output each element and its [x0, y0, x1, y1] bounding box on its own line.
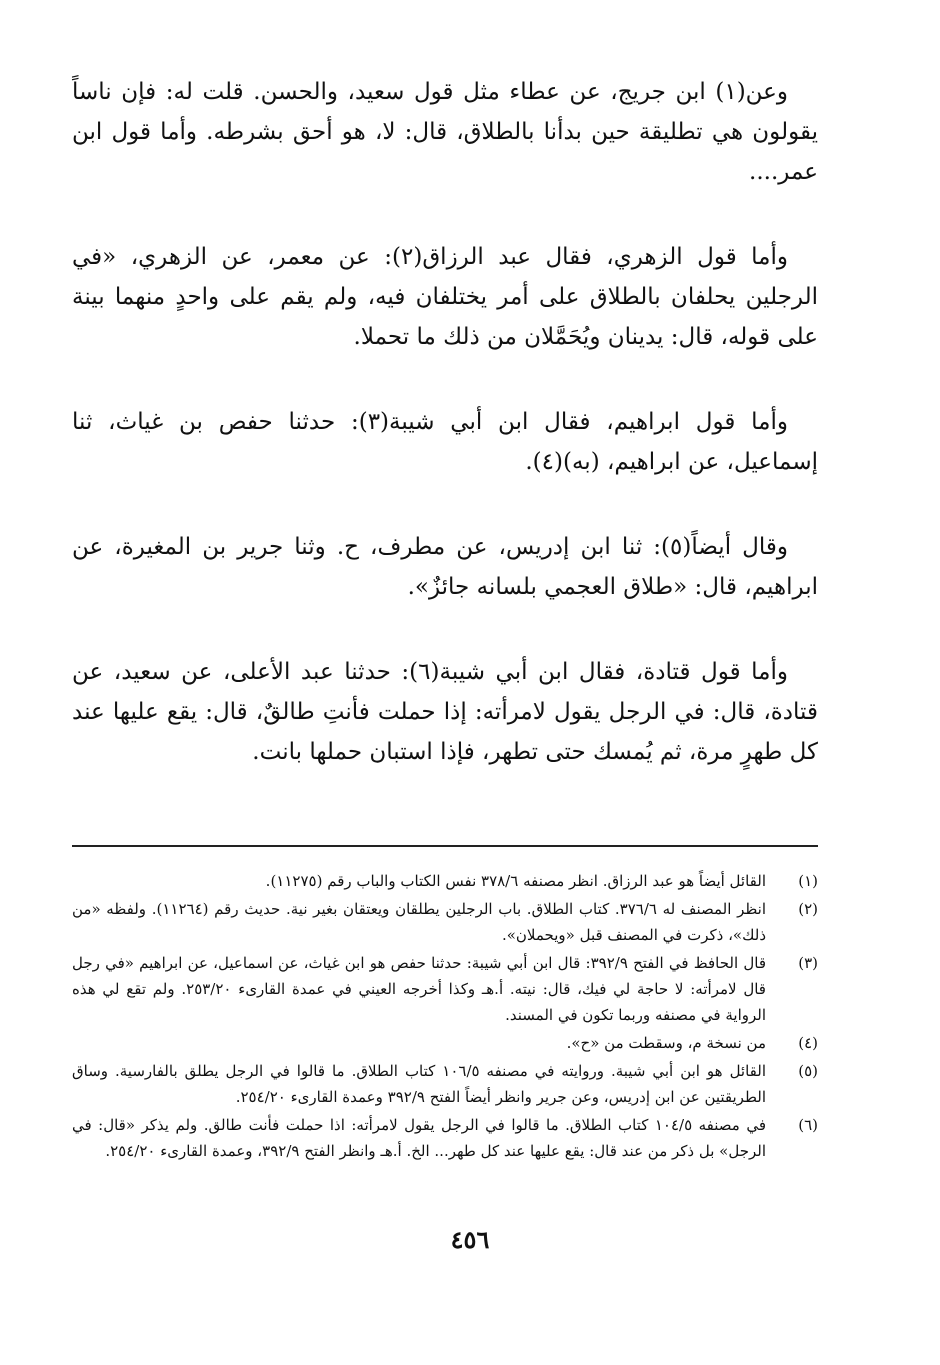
paragraph: وأما قول الزهري، فقال عبد الرزاق(٢): عن معمر، عن الزهري، «في الرجلين يحلفان بالطلاق على أمر يختلفان فيه، ولم يقم على واحدٍ منهما بينة على قوله، قال: يدينان ويُحَمَّلان من ذلك ما تحملا. [72, 244, 818, 350]
footnote-text: قال الحافظ في الفتح ٣٩٢/٩: قال ابن أبي شيبة: حدثنا حفص هو ابن غياث، عن اسماعيل، عن ابراهيم «في رجل قال لامرأته: لا حاجة لي فيك، قال: نيته. أ.هـ وكذا أخرجه العيني في عمدة القارىء ٢٥٣/٢٠. ولم تقع لي هذه الرواية في مصنفه وربما تكون في المسند. [72, 954, 766, 1024]
footnote [72, 1030, 818, 1056]
footnote-number: (٤) [798, 1034, 818, 1052]
paragraph: وأما قول قتادة، فقال ابن أبي شيبة(٦): حدثنا عبد الأعلى، عن سعيد، عن قتادة، قال: في الرجل يقول لامرأته: إذا حملت فأنتِ طالقٌ، قال: يقع عليها عند كل طهرٍ مرة، ثم يُمسك حتى تطهر، فإذا استبان حملها بانت. [72, 659, 818, 765]
footnote-number: (١) [798, 872, 818, 890]
paragraph: وأما قول ابراهيم، فقال ابن أبي شيبة(٣): حدثنا حفص بن غياث، ثنا إسماعيل، عن ابراهيم، (به)(٤). [72, 409, 818, 475]
footnote-text: القائل هو ابن أبي شيبة. وروايته في مصنفه ١٠٦/٥ كتاب الطلاق. ما قالوا في الرجل يطلق بالفارسية. وساق الطريقتين عن ابن إدريس، وعن جرير وانظر أيضاً الفتح ٣٩٢/٩ وعمدة القارىء ٢٥٤/٢٠. [72, 1062, 766, 1106]
paragraph: وقال أيضاً(٥): ثنا ابن إدريس، عن مطرف، ح. وثنا جرير بن المغيرة، عن ابراهيم، قال: «طلاق العجمي بلسانه جائزٌ». [72, 534, 818, 600]
footnote-number: (٣) [798, 954, 818, 972]
footnote-text: من نسخة م، وسقطت من «ح». [566, 1034, 766, 1052]
footnote [72, 950, 818, 1028]
main-text [72, 72, 818, 772]
footnote-text: القائل أيضاً هو عبد الرزاق. انظر مصنفه ٣٧٨/٦ نفس الكتاب والباب رقم (١١٢٧٥). [265, 872, 766, 890]
footnote-number: (٥) [798, 1062, 818, 1080]
footnote-number: (٢) [798, 900, 818, 918]
paragraph: وعن(١) ابن جريج، عن عطاء مثل قول سعيد، والحسن. قلت له: فإن ناساً يقولون هي تطليقة حين بدأنا بالطلاق، قال: لا، هو أحق بشرطه. وأما قول ابن عمر.... [72, 79, 818, 185]
page-number: ٤٥٦ [450, 1225, 490, 1254]
footnote-text: انظر المصنف له ٣٧٦/٦. كتاب الطلاق. باب الرجلين يطلقان ويعتقان بغير نية. حديث رقم (١١٢٦٤). ولفظه «من ذلك»، ذكرت في المصنف قبل «ويحملان». [72, 900, 766, 944]
footnote-number: (٦) [798, 1116, 818, 1134]
footnotes [72, 868, 818, 1166]
footnote-text: في مصنفه ١٠٤/٥ كتاب الطلاق. ما قالوا في الرجل يقول لامرأته: اذا حملت فأنت طالق. ولم يذكر «قال: في الرجل» بل ذكر من عند قال: يقع عليها عند كل طهر... الخ. أ.هـ وانظر الفتح ٣٩٢/٩، وعمدة القارىء ٢٥٤/٢٠. [72, 1116, 766, 1160]
footnote [72, 1058, 818, 1110]
footnote [72, 1112, 818, 1164]
footnote [72, 896, 818, 948]
footnote [72, 868, 818, 894]
footnote-divider [72, 845, 818, 847]
